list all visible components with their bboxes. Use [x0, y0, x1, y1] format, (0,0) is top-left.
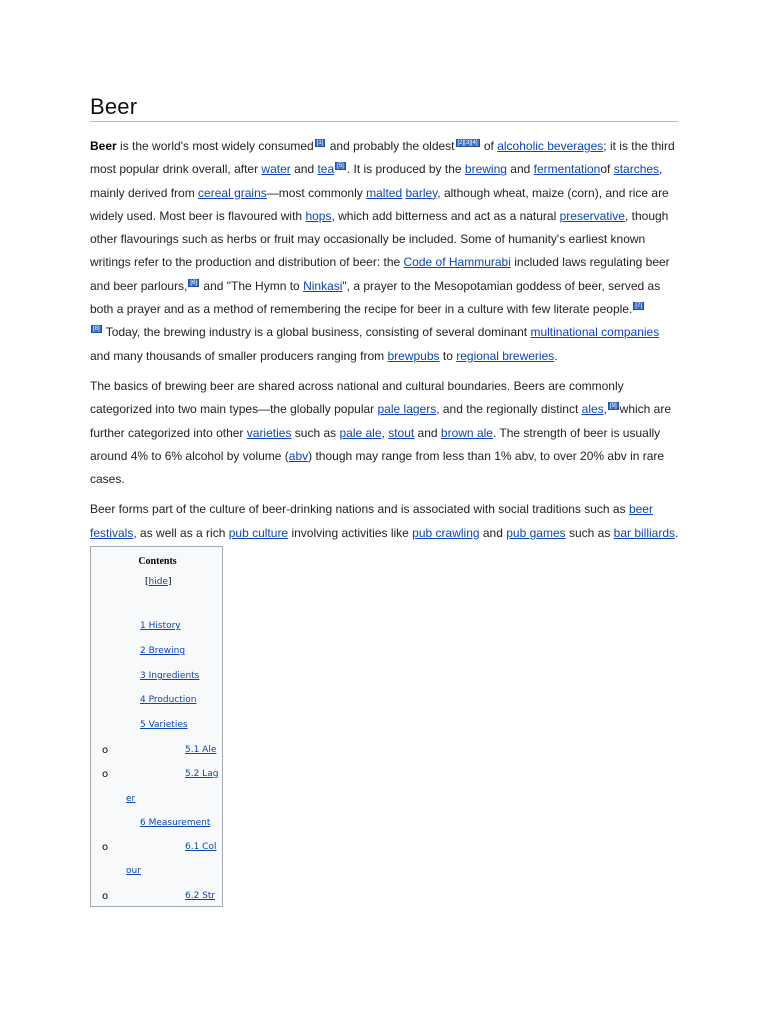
text: and: [506, 162, 534, 177]
text: of: [600, 162, 614, 177]
link-fermentation[interactable]: fermentation: [533, 162, 601, 177]
citation-ref[interactable]: [8]: [93, 326, 100, 333]
toc-toggle: [145, 577, 172, 587]
toc-hide-link[interactable]: hide: [148, 577, 168, 587]
link-regional-breweries[interactable]: regional breweries: [456, 348, 555, 363]
toc-item-measurement[interactable]: 6 Measurement: [140, 818, 211, 828]
link-ales[interactable]: ales: [581, 402, 604, 417]
link-ninkasi[interactable]: Ninkasi: [303, 278, 343, 293]
link-malted[interactable]: malted: [366, 185, 403, 200]
text: and many thousands of smaller producers ranging from: [90, 348, 388, 363]
text: ,: [603, 402, 607, 417]
link-pale-lagers[interactable]: pale lagers: [377, 402, 437, 417]
link-brown-ale[interactable]: brown ale: [440, 425, 493, 440]
link-tea[interactable]: tea: [317, 162, 335, 177]
link-water[interactable]: water: [261, 162, 291, 177]
citation-ref[interactable]: [1]: [316, 140, 324, 146]
link-starches[interactable]: starches: [613, 162, 660, 177]
citation-ref[interactable]: [9]: [610, 403, 617, 410]
link-abv[interactable]: abv: [288, 448, 309, 463]
bullet-icon: o: [102, 891, 109, 902]
link-pub-crawling[interactable]: pub crawling: [412, 525, 480, 540]
bold-term: Beer: [90, 139, 117, 153]
link-hops[interactable]: hops: [305, 208, 332, 223]
text: which are further categorized into other: [90, 402, 672, 440]
link-brewpubs[interactable]: brewpubs: [387, 348, 440, 363]
text: and: [479, 525, 507, 540]
table-of-contents: [90, 546, 223, 907]
text: .: [675, 525, 679, 540]
text: included laws regulating beer and beer parlours,: [90, 255, 670, 293]
bullet-icon: o: [102, 769, 109, 780]
link-multinational-companies[interactable]: multinational companies: [530, 325, 660, 340]
toc-item-colour-wrap[interactable]: our: [126, 866, 141, 876]
toc-item-colour[interactable]: 6.1 Col: [185, 842, 217, 852]
link-brewing[interactable]: brewing: [464, 162, 507, 177]
link-code-of-hammurabi[interactable]: Code of Hammurabi: [403, 255, 511, 270]
citation-ref[interactable]: [7]: [635, 303, 642, 310]
bracket: ]: [167, 577, 172, 587]
article-body: [90, 135, 680, 552]
toc-item-production[interactable]: 4 Production: [140, 695, 197, 705]
text: ,: [381, 425, 389, 440]
text: , mainly derived from: [90, 162, 663, 200]
page-title: Beer: [90, 94, 138, 119]
text: , and the regionally distinct: [436, 402, 582, 417]
text: and "The Hymn to: [200, 278, 304, 293]
link-cereal-grains[interactable]: cereal grains: [198, 185, 267, 200]
link-alcoholic-beverages[interactable]: alcoholic beverages: [497, 139, 604, 153]
text: such as: [565, 525, 614, 540]
text: .: [554, 348, 558, 363]
text: . It is produced by the: [346, 162, 465, 177]
toc-title: Contents: [138, 556, 177, 567]
bullet-icon: o: [102, 842, 109, 853]
text: ) though may range from less than 1% abv, to over 20% abv in rare cases.: [90, 448, 665, 487]
text: of: [480, 139, 498, 153]
text: to: [439, 348, 457, 363]
text: and: [290, 162, 318, 177]
toc-item-history[interactable]: 1 History: [140, 621, 181, 631]
paragraph-types: [90, 375, 680, 491]
text: ", a prayer to the Mesopotamian goddess of beer, served as both a prayer and as a method of remembering the recipe for beer in a culture with few literate people.: [90, 278, 661, 317]
link-pale-ale[interactable]: pale ale: [339, 425, 382, 440]
text: . The strength of beer is usually around 4% to 6% alcohol by volume (: [90, 425, 661, 463]
toc-item-ale[interactable]: 5.1 Ale: [185, 745, 217, 755]
text: is the world's most widely consumed: [116, 139, 314, 153]
citation-ref[interactable]: [6]: [190, 279, 198, 286]
text: —most commonly: [266, 185, 367, 200]
link-stout[interactable]: stout: [388, 425, 415, 440]
link-preservative[interactable]: preservative: [559, 208, 625, 223]
citation-ref[interactable]: [2][3][4]: [457, 140, 478, 146]
text: and probably the oldest: [326, 139, 455, 153]
text: Beer forms part of the culture of beer-drinking nations and is associated with social traditions such as: [90, 502, 629, 517]
link-varieties[interactable]: varieties: [246, 425, 292, 440]
toc-item-strength[interactable]: 6.2 Str: [185, 891, 216, 901]
text: involving activities like: [288, 525, 413, 540]
toc-item-lager-wrap[interactable]: er: [126, 794, 136, 804]
text: , as well as a rich: [133, 525, 229, 540]
text: ; it is the third most popular drink overall, after: [90, 139, 675, 177]
bracket: [: [145, 577, 149, 587]
text: Today, the brewing industry is a global business, consisting of several dominant: [102, 325, 531, 340]
link-beer-festivals[interactable]: beer festivals: [90, 502, 653, 540]
text: , though other flavourings such as herbs or fruit may occasionally be included. Some of humanity's earliest known writings refer to the production and distribution of beer: the: [90, 208, 669, 270]
paragraph-intro: [90, 135, 680, 368]
text: , although wheat, maize (corn), and rice are widely used. Most beer is flavoured with: [90, 185, 669, 223]
link-pub-culture[interactable]: pub culture: [228, 525, 289, 540]
toc-item-brewing[interactable]: 2 Brewing: [140, 646, 186, 656]
text: such as: [291, 425, 340, 440]
link-barley[interactable]: barley: [405, 185, 438, 200]
paragraph-culture: [90, 498, 680, 545]
link-pub-games[interactable]: pub games: [506, 525, 566, 540]
text: , which add bitterness and act as a natural: [331, 208, 560, 223]
text: The basics of brewing beer are shared across national and cultural boundaries. Beers are commonly categorized into two main types—the globally popular: [90, 378, 624, 417]
toc-item-lager[interactable]: 5.2 Lag: [185, 769, 219, 779]
title-divider: [90, 121, 678, 122]
toc-item-ingredients[interactable]: 3 Ingredients: [140, 671, 200, 681]
text: and: [414, 425, 441, 440]
toc-item-varieties[interactable]: 5 Varieties: [140, 720, 188, 730]
bullet-icon: o: [102, 745, 109, 756]
citation-ref[interactable]: [5]: [337, 163, 344, 170]
link-bar-billiards[interactable]: bar billiards: [613, 525, 676, 540]
